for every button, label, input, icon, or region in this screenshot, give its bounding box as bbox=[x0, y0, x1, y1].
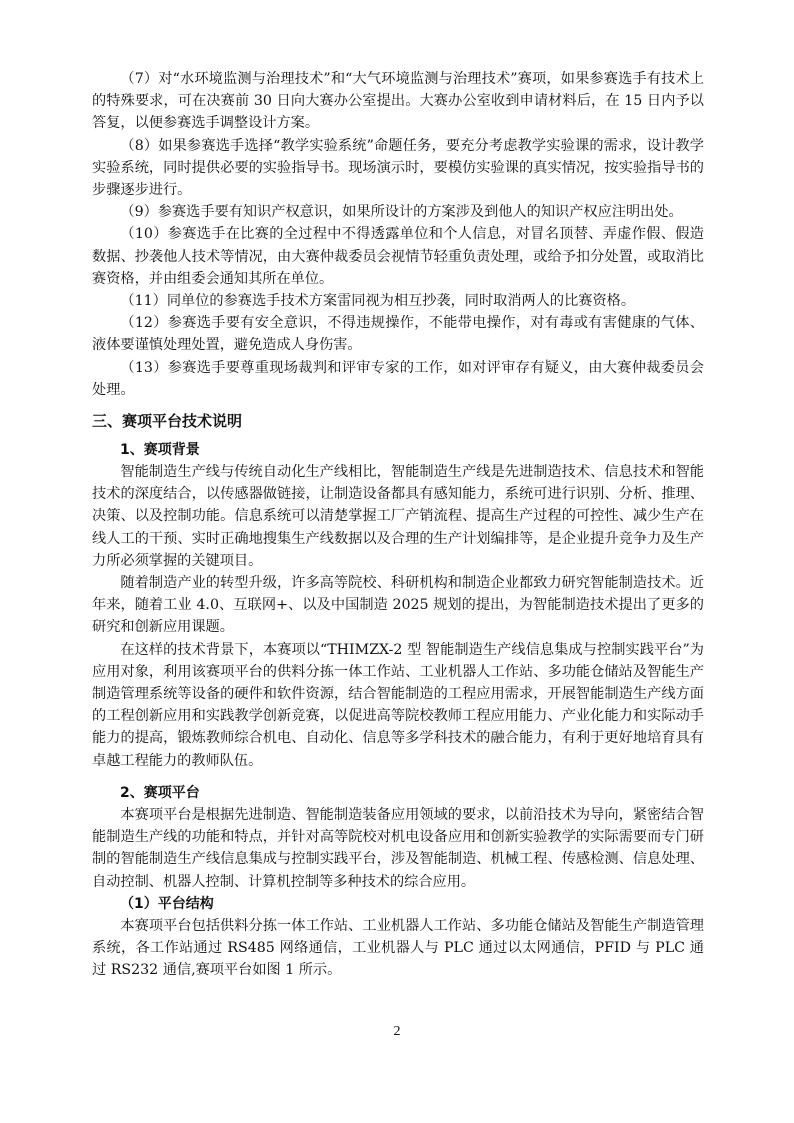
page-number: 2 bbox=[393, 1024, 401, 1039]
rule-12: （12）参赛选手要有安全意识，不得违规操作，不能带电操作，对有毒或有害健康的气体、液体要谨慎处理处置，避免造成人身伤害。 bbox=[92, 315, 704, 354]
rule-8: （8）如果参赛选手选择“教学实验系统”命题任务，要充分考虑教学实验课的需求，设计教学实验系统，同时提供必要的实验指导书。现场演示时，要模仿实验课的真实情况，按实验指导书的步骤逐步进行。 bbox=[92, 137, 704, 199]
structure-heading: （1）平台结构 bbox=[120, 895, 214, 912]
structure-paragraph: 本赛项平台包括供料分拣一体工作站、工业机器人工作站、多功能仓储站及智能生产制造管理系统，各工作站通过 RS485 网络通信，工业机器人与 PLC 通过以太网通信，PFID 与 PLC 通过 RS232 通信,赛项平台如图 1 所示。 bbox=[92, 917, 704, 979]
background-paragraph-3: 在这样的技术背景下，本赛项以“THIMZX-2 型 智能制造生产线信息集成与控制实践平台”为应用对象，利用该赛项平台的供料分拣一体工作站、工业机器人工作站、多功能仓储站及智能生产制造管理系统等设备的硬件和软件资源，结合智能制造的工程应用需求，开展智能制造生产线方面的工程创新应用和实践教学创新竞赛，以促进高等院校教师工程应用能力、产业化能力和实际动手能力的提高，锻炼教师综合机电、自动化、信息等多学科技术的融合能力，有利于更好地培育具有卓越工程能力的教师队伍。 bbox=[92, 641, 704, 769]
section-heading: 三、赛项平台技术说明 bbox=[92, 412, 243, 431]
background-paragraph-1: 智能制造生产线与传统自动化生产线相比，智能制造生产线是先进制造技术、信息技术和智能技术的深度结合，以传感器做链接，让制造设备都具有感知能力，系统可进行识别、分析、推理、决策、以及控制功能。信息系统可以清楚掌握工厂产销流程、提高生产过程的可控性、减少生产在线人工的干预、实时正确地搜集生产线数据以及合理的生产计划编排等，是企业提升竞争力及生产力所必须掌握的关键项目。 bbox=[92, 464, 704, 569]
rule-10: （10）参赛选手在比赛的全过程中不得透露单位和个人信息，对冒名顶替、弄虚作假、假造数据、抄袭他人技术等情况，由大赛仲裁委员会视情节轻重负责处理，或给予扣分处置，或取消比赛资格，并由组委会通知其所在单位。 bbox=[92, 226, 704, 287]
rule-7: （7）对“水环境监测与治理技术”和“大气环境监测与治理技术”赛项，如果参赛选手有技术上的特殊要求，可在决赛前 30 日向大赛办公室提出。大赛办公室收到申请材料后，在 15 日内予以答复，以便参赛选手调整设计方案。 bbox=[92, 71, 704, 132]
rule-13: （13）参赛选手要尊重现场裁判和评审专家的工作，如对评审存有疑义，由大赛仲裁委员会处理。 bbox=[92, 359, 704, 398]
background-heading: 1、赛项背景 bbox=[120, 442, 200, 459]
page-content bbox=[92, 68, 704, 981]
platform-paragraph: 本赛项平台是根据先进制造、智能制造装备应用领域的要求，以前沿技术为导向，紧密结合智能制造生产线的功能和特点，并针对高等院校对机电设备应用和创新实验教学的实际需要而专门研制的智能制造生产线信息集成与控制实践平台，涉及智能制造、机械工程、传感检测、信息处理、自动控制、机器人控制、计算机控制等多种技术的综合应用。 bbox=[92, 806, 704, 890]
platform-heading: 2、赛项平台 bbox=[120, 784, 200, 801]
rule-9: （9）参赛选手要有知识产权意识，如果所设计的方案涉及到他人的知识产权应注明出处。 bbox=[120, 204, 683, 221]
background-paragraph-2: 随着制造产业的转型升级，许多高等院校、科研机构和制造企业都致力研究智能制造技术。近年来，随着工业 4.0、互联网+、以及中国制造 2025 规划的提出，为智能制造技术提出了更多的研究和创新应用课题。 bbox=[92, 575, 704, 636]
rule-11: （11）同单位的参赛选手技术方案雷同视为相互抄袭，同时取消两人的比赛资格。 bbox=[120, 293, 636, 310]
